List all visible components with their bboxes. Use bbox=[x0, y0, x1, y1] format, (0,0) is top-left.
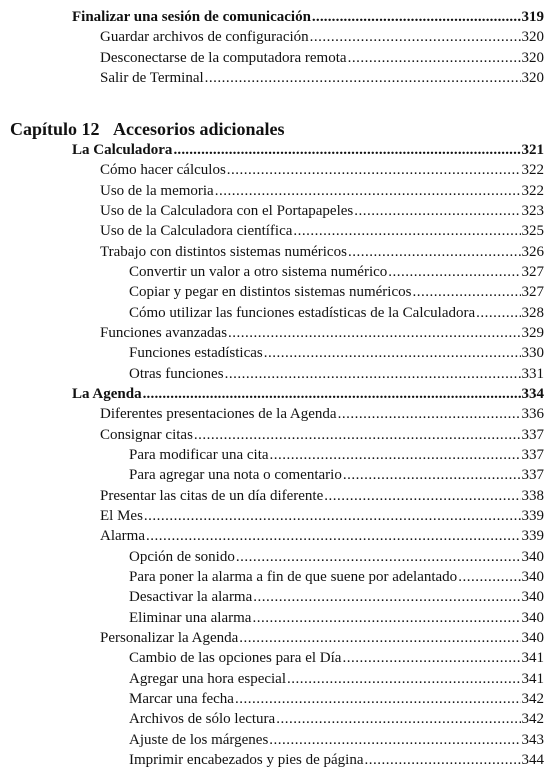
entry-title: Agregar una hora especial bbox=[129, 670, 287, 687]
page-number: 342 bbox=[521, 690, 544, 707]
dot-leader bbox=[144, 506, 521, 526]
page-number: 320 bbox=[521, 29, 544, 46]
entry-title: Otras funciones bbox=[129, 365, 224, 382]
page-number: 340 bbox=[521, 589, 544, 606]
page-number: 337 bbox=[521, 467, 544, 484]
entry-title: Convertir un valor a otro sistema numérico bbox=[129, 263, 388, 280]
toc-section-entry bbox=[72, 140, 544, 160]
page-number: 340 bbox=[521, 548, 544, 565]
entry-title: Uso de la Calculadora con el Portapapeles bbox=[100, 202, 354, 219]
toc-section-entry bbox=[72, 384, 544, 404]
dot-leader bbox=[348, 242, 521, 262]
entry-title: Imprimir encabezados y pies de página bbox=[129, 751, 364, 768]
toc-entry bbox=[129, 343, 544, 363]
entry-title: Consignar citas bbox=[100, 426, 193, 443]
dot-leader bbox=[348, 48, 521, 68]
dot-leader bbox=[143, 384, 521, 404]
entry-title: Funciones avanzadas bbox=[100, 324, 228, 341]
entry-title: Copiar y pegar en distintos sistemas numéricos bbox=[129, 284, 412, 301]
entry-title: Diferentes presentaciones de la Agenda bbox=[100, 406, 337, 423]
page-number: 320 bbox=[521, 69, 544, 86]
entry-title: La Agenda bbox=[72, 385, 142, 402]
page-number: 331 bbox=[521, 365, 544, 382]
toc-entry bbox=[100, 404, 544, 424]
page-number: 340 bbox=[521, 609, 544, 626]
page-number: 339 bbox=[521, 528, 544, 545]
chapter-number: Capítulo 12 bbox=[10, 119, 100, 139]
dot-leader bbox=[276, 709, 520, 729]
page-number: 341 bbox=[521, 670, 544, 687]
dot-leader bbox=[227, 160, 521, 180]
page-number: 329 bbox=[521, 324, 544, 341]
dot-leader bbox=[225, 364, 521, 384]
toc-entry bbox=[100, 27, 544, 47]
dot-leader bbox=[312, 7, 521, 27]
dot-leader bbox=[228, 323, 520, 343]
page-number: 337 bbox=[521, 446, 544, 463]
page-number: 327 bbox=[521, 284, 544, 301]
entry-title: Archivos de sólo lectura bbox=[129, 711, 276, 728]
entry-title: Para agregar una nota o comentario bbox=[129, 467, 342, 484]
toc-entry bbox=[100, 160, 544, 180]
dot-leader bbox=[338, 404, 521, 424]
toc-entry bbox=[129, 709, 544, 729]
page-number: 337 bbox=[521, 426, 544, 443]
dot-leader bbox=[264, 343, 521, 363]
toc-entry bbox=[100, 201, 544, 221]
entry-title: Cómo utilizar las funciones estadísticas de la Calculadora bbox=[129, 304, 476, 321]
page-number: 343 bbox=[521, 731, 544, 748]
entry-title: Trabajo con distintos sistemas numéricos bbox=[100, 243, 347, 260]
toc-entry bbox=[129, 689, 544, 709]
entry-title: El Mes bbox=[100, 507, 143, 524]
page-number: 321 bbox=[521, 142, 544, 158]
dot-leader bbox=[458, 567, 520, 587]
dot-leader bbox=[476, 303, 520, 323]
toc-entry bbox=[129, 262, 544, 282]
dot-leader bbox=[235, 689, 521, 709]
toc-entry bbox=[129, 303, 544, 323]
dot-leader bbox=[252, 608, 520, 628]
dot-leader bbox=[412, 282, 520, 302]
entry-title: Para modificar una cita bbox=[129, 446, 269, 463]
chapter-title: Accesorios adicionales bbox=[113, 119, 285, 139]
toc-entry bbox=[129, 750, 544, 770]
page-number: 340 bbox=[521, 629, 544, 646]
dot-leader bbox=[215, 181, 521, 201]
toc-entry bbox=[100, 68, 544, 88]
toc-entry bbox=[129, 465, 544, 485]
entry-title: Desconectarse de la computadora remota bbox=[100, 49, 347, 66]
toc-entry bbox=[129, 282, 544, 302]
entry-title: Salir de Terminal bbox=[100, 69, 204, 86]
dot-leader bbox=[173, 140, 520, 160]
entry-title: Cómo hacer cálculos bbox=[100, 162, 226, 179]
dot-leader bbox=[354, 201, 520, 221]
toc-entry bbox=[100, 48, 544, 68]
dot-leader bbox=[270, 445, 521, 465]
page-number: 322 bbox=[521, 162, 544, 179]
entry-title: Uso de la memoria bbox=[100, 182, 214, 199]
page-number: 327 bbox=[521, 263, 544, 280]
page-number: 344 bbox=[521, 751, 544, 768]
toc-entry bbox=[100, 506, 544, 526]
dot-leader bbox=[388, 262, 520, 282]
entry-title: Ajuste de los márgenes bbox=[129, 731, 269, 748]
entry-title: Uso de la Calculadora científica bbox=[100, 223, 293, 240]
page-number: 342 bbox=[521, 711, 544, 728]
dot-leader bbox=[239, 628, 520, 648]
entry-title: Eliminar una alarma bbox=[129, 609, 252, 626]
entry-title: Marcar una fecha bbox=[129, 690, 234, 707]
toc-entry bbox=[129, 648, 544, 668]
toc-entry bbox=[100, 628, 544, 648]
page-number: 322 bbox=[521, 182, 544, 199]
page-number: 330 bbox=[521, 345, 544, 362]
entry-title: Presentar las citas de un día diferente bbox=[100, 487, 324, 504]
entry-title: Desactivar la alarma bbox=[129, 589, 253, 606]
toc-entry bbox=[100, 526, 544, 546]
entry-title: Opción de sonido bbox=[129, 548, 235, 565]
toc-entry bbox=[129, 587, 544, 607]
dot-leader bbox=[205, 68, 521, 88]
page-number: 340 bbox=[521, 568, 544, 585]
toc-entry bbox=[129, 669, 544, 689]
dot-leader bbox=[310, 27, 521, 47]
page-number: 341 bbox=[521, 650, 544, 667]
page-number: 319 bbox=[521, 9, 544, 25]
page-number: 323 bbox=[521, 202, 544, 219]
toc-entry bbox=[100, 323, 544, 343]
page-number: 338 bbox=[521, 487, 544, 504]
toc-entry bbox=[129, 608, 544, 628]
page-number: 320 bbox=[521, 49, 544, 66]
toc-entry bbox=[100, 242, 544, 262]
page-number: 326 bbox=[521, 243, 544, 260]
toc-entry bbox=[129, 547, 544, 567]
entry-title: La Calculadora bbox=[72, 142, 173, 158]
entry-title: Alarma bbox=[100, 528, 145, 545]
toc-entry bbox=[129, 445, 544, 465]
dot-leader bbox=[342, 648, 520, 668]
page-number: 334 bbox=[521, 385, 544, 402]
toc-section-entry bbox=[72, 7, 544, 27]
dot-leader bbox=[236, 547, 521, 567]
page-number: 336 bbox=[521, 406, 544, 423]
dot-leader bbox=[269, 730, 520, 750]
entry-title: Finalizar una sesión de comunicación bbox=[72, 9, 311, 25]
entry-title: Personalizar la Agenda bbox=[100, 629, 239, 646]
dot-leader bbox=[287, 669, 520, 689]
chapter-heading bbox=[10, 117, 285, 141]
entry-title: Cambio de las opciones para el Día bbox=[129, 650, 342, 667]
page-number: 325 bbox=[521, 223, 544, 240]
toc-entry bbox=[129, 730, 544, 750]
dot-leader bbox=[253, 587, 520, 607]
entry-title: Para poner la alarma a fin de que suene por adelantado bbox=[129, 568, 458, 585]
dot-leader bbox=[324, 486, 520, 506]
toc-entry bbox=[100, 221, 544, 241]
toc-entry bbox=[129, 364, 544, 384]
page-number: 339 bbox=[521, 507, 544, 524]
entry-title: Funciones estadísticas bbox=[129, 345, 263, 362]
dot-leader bbox=[146, 526, 521, 546]
entry-title: Guardar archivos de configuración bbox=[100, 29, 309, 46]
toc-entry bbox=[129, 567, 544, 587]
dot-leader bbox=[194, 425, 521, 445]
toc-entry bbox=[100, 181, 544, 201]
dot-leader bbox=[343, 465, 521, 485]
page-number: 328 bbox=[521, 304, 544, 321]
toc-entry bbox=[100, 425, 544, 445]
dot-leader bbox=[365, 750, 521, 770]
toc-entry bbox=[100, 486, 544, 506]
dot-leader bbox=[293, 221, 520, 241]
